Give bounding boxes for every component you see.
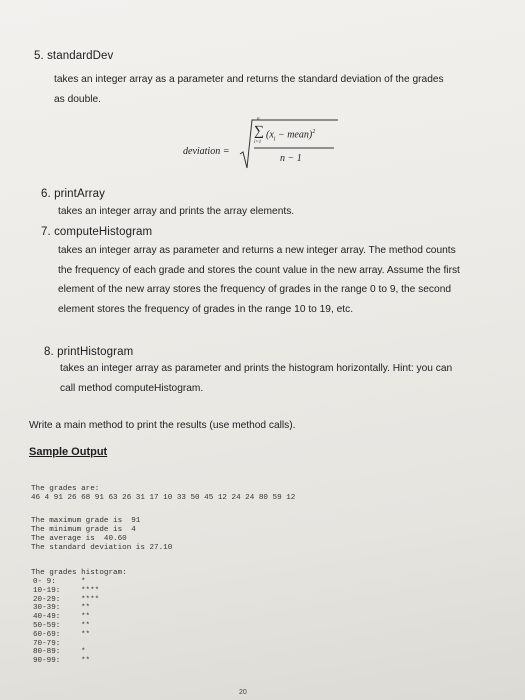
min-grade-line: The minimum grade is 4 bbox=[31, 526, 136, 534]
histogram-row: 90-99: ** bbox=[33, 657, 91, 666]
average-line: The average is 40.60 bbox=[31, 535, 127, 543]
histogram-row: 20-29: **** bbox=[33, 595, 100, 604]
page-number: 20 bbox=[239, 689, 247, 696]
section-8-text: takes an integer array as parameter and prints the histogram horizontally. Hint: you can call method computeHistogram. bbox=[60, 363, 453, 394]
histogram-row: 50-59: ** bbox=[33, 621, 91, 630]
histogram-row: 70-79: bbox=[33, 639, 61, 648]
std-dev-line: The standard deviation is 27.10 bbox=[31, 544, 173, 552]
sample-output-title: Sample Output bbox=[29, 446, 108, 458]
section-6-text: takes an integer array and prints the array elements. bbox=[58, 206, 295, 217]
sigma-symbol: ∑ bbox=[254, 124, 264, 139]
formula-numerator: ($x_i$ − mean)$^2$ bbox=[266, 129, 316, 143]
grades-values: 46 4 91 26 68 91 63 26 31 17 10 33 50 45 12 24 24 80 59 12 bbox=[31, 494, 296, 502]
formula-denominator: n − 1 bbox=[280, 153, 302, 164]
formula-lhs: deviation = bbox=[183, 146, 230, 157]
section-5-text: takes an integer array as a parameter and returns the standard deviation of the grades as double. bbox=[54, 74, 444, 105]
section-5-heading: 5. standardDev bbox=[34, 50, 114, 62]
section-6-heading: 6. printArray bbox=[41, 188, 105, 200]
histogram-block bbox=[33, 578, 99, 666]
section-8-heading: 8. printHistogram bbox=[44, 346, 134, 358]
histogram-row: 10-19: **** bbox=[33, 586, 100, 595]
histogram-row: 60-69: ** bbox=[33, 630, 91, 639]
section-7-heading: 7. computeHistogram bbox=[41, 226, 153, 238]
sum-upper-limit: n bbox=[257, 117, 260, 122]
histogram-row: 40-49: ** bbox=[33, 613, 91, 622]
histogram-row: 80-89: * bbox=[33, 648, 86, 657]
grades-label: The grades are: bbox=[31, 485, 100, 493]
histogram-row: 30-39: ** bbox=[33, 604, 91, 613]
max-grade-line: The maximum grade is 91 bbox=[31, 517, 141, 525]
section-7-text: takes an integer array as parameter and returns a new integer array. The method counts the frequency of each grade and stores the count value in the new array. Assume the first element of the new array stores the frequency of grades in the range 0 to 9, the second element stores the frequency of grades in the range 10 to 19, etc. bbox=[58, 245, 460, 315]
histogram-title: The grades histogram: bbox=[31, 569, 127, 577]
main-method-instruction: Write a main method to print the results (use method calls). bbox=[29, 420, 296, 431]
histogram-row: 0- 9: * bbox=[33, 578, 86, 586]
sum-lower-limit: i=1 bbox=[254, 140, 262, 145]
